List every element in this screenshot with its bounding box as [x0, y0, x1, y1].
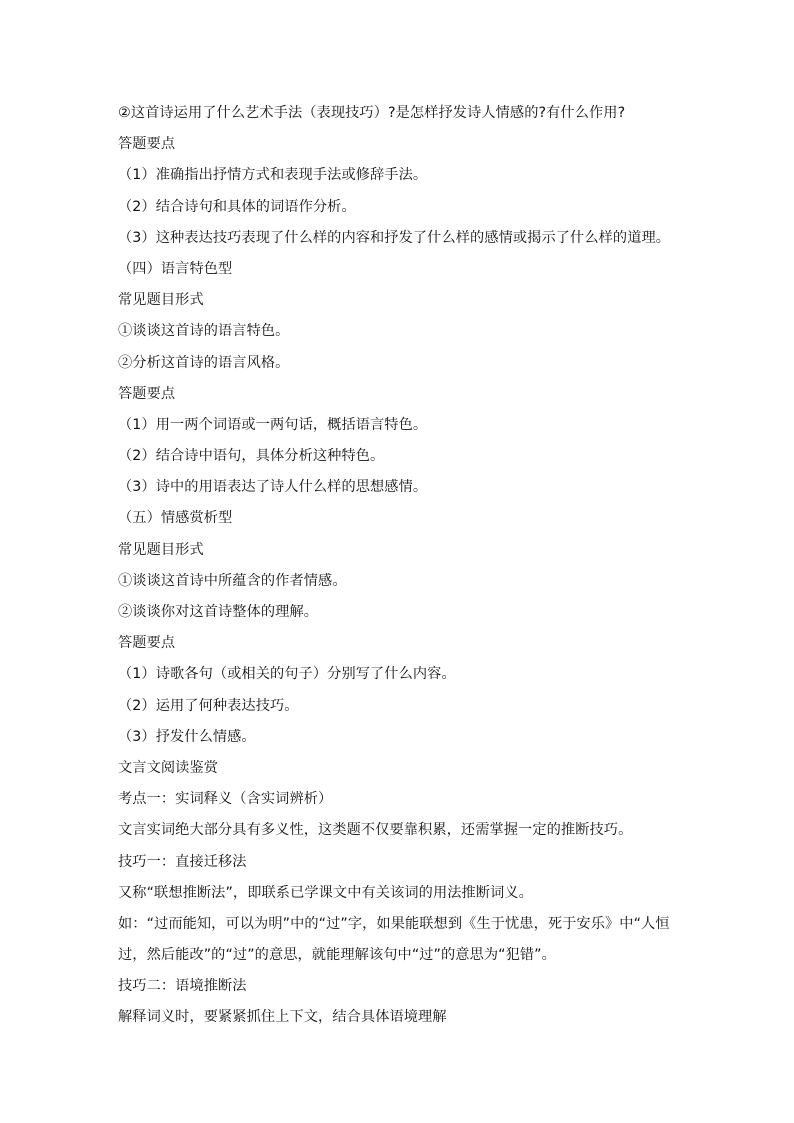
answer-points-heading: 答题要点 [118, 136, 176, 153]
answer-point-2: （2）运用了何种表达技巧。 [118, 697, 299, 714]
technique-1-heading: 技巧一：直接迁移法 [118, 853, 247, 870]
answer-point-2: （2）结合诗中语句，具体分析这种特色。 [118, 448, 385, 465]
answer-point-3: （3）这种表达技巧表现了什么样的内容和抒发了什么样的感情或揭示了什么样的道理。 [118, 229, 671, 246]
section-heading-language: （四）语言特色型 [118, 260, 233, 277]
question-item-1: ①谈谈这首诗中所蕴含的作者情感。 [118, 572, 347, 589]
technique-2-heading: 技巧二：语境推断法 [118, 978, 247, 995]
question-2-technique: ②这首诗运用了什么艺术手法（表现技巧）?是怎样抒发诗人情感的?有什么作用? [118, 105, 626, 121]
technique-2-description: 解释词义时，要紧紧抓住上下文，结合具体语境理解 [118, 1009, 447, 1026]
section-heading-emotion: （五）情感赏析型 [118, 510, 233, 527]
test-point-1-heading: 考点一：实词释义（含实词辨析） [118, 791, 333, 808]
question-item-1: ①谈谈这首诗的语言特色。 [118, 323, 290, 340]
answer-point-1: （1）准确指出抒情方式和表现手法或修辞手法。 [118, 167, 428, 184]
question-item-2: ②谈谈你对这首诗整体的理解。 [118, 604, 319, 620]
question-item-2: ②分析这首诗的语言风格。 [118, 354, 290, 371]
document-body [118, 98, 698, 1034]
answer-point-2: （2）结合诗句和具体的词语作分析。 [118, 198, 356, 215]
answer-points-heading: 答题要点 [118, 385, 176, 402]
common-question-heading: 常见题目形式 [118, 541, 204, 558]
test-point-1-description: 文言实词绝大部分具有多义性，这类题不仅要靠积累，还需掌握一定的推断技巧。 [118, 822, 633, 839]
technique-1-description: 又称“联想推断法”，即联系已学课文中有关该词的用法推断词义。 [118, 884, 533, 901]
answer-point-1: （1）用一两个词语或一两句话，概括语言特色。 [118, 416, 428, 433]
answer-point-3: （3）诗中的用语表达了诗人什么样的思想感情。 [118, 479, 428, 496]
answer-point-3: （3）抒发什么情感。 [118, 728, 256, 745]
common-question-heading: 常见题目形式 [118, 292, 204, 309]
answer-points-heading: 答题要点 [118, 635, 176, 652]
technique-1-example: 如：“过而能知，可以为明”中的“过”字，如果能联想到《生于忧患，死于安乐》中“人恒过，然后能改”的“过”的意思，就能理解该句中“过”的意思为“犯错”。 [118, 915, 670, 964]
classical-chinese-heading: 文言文阅读鉴赏 [118, 759, 219, 776]
answer-point-1: （1）诗歌各句（或相关的句子）分别写了什么内容。 [118, 666, 456, 683]
